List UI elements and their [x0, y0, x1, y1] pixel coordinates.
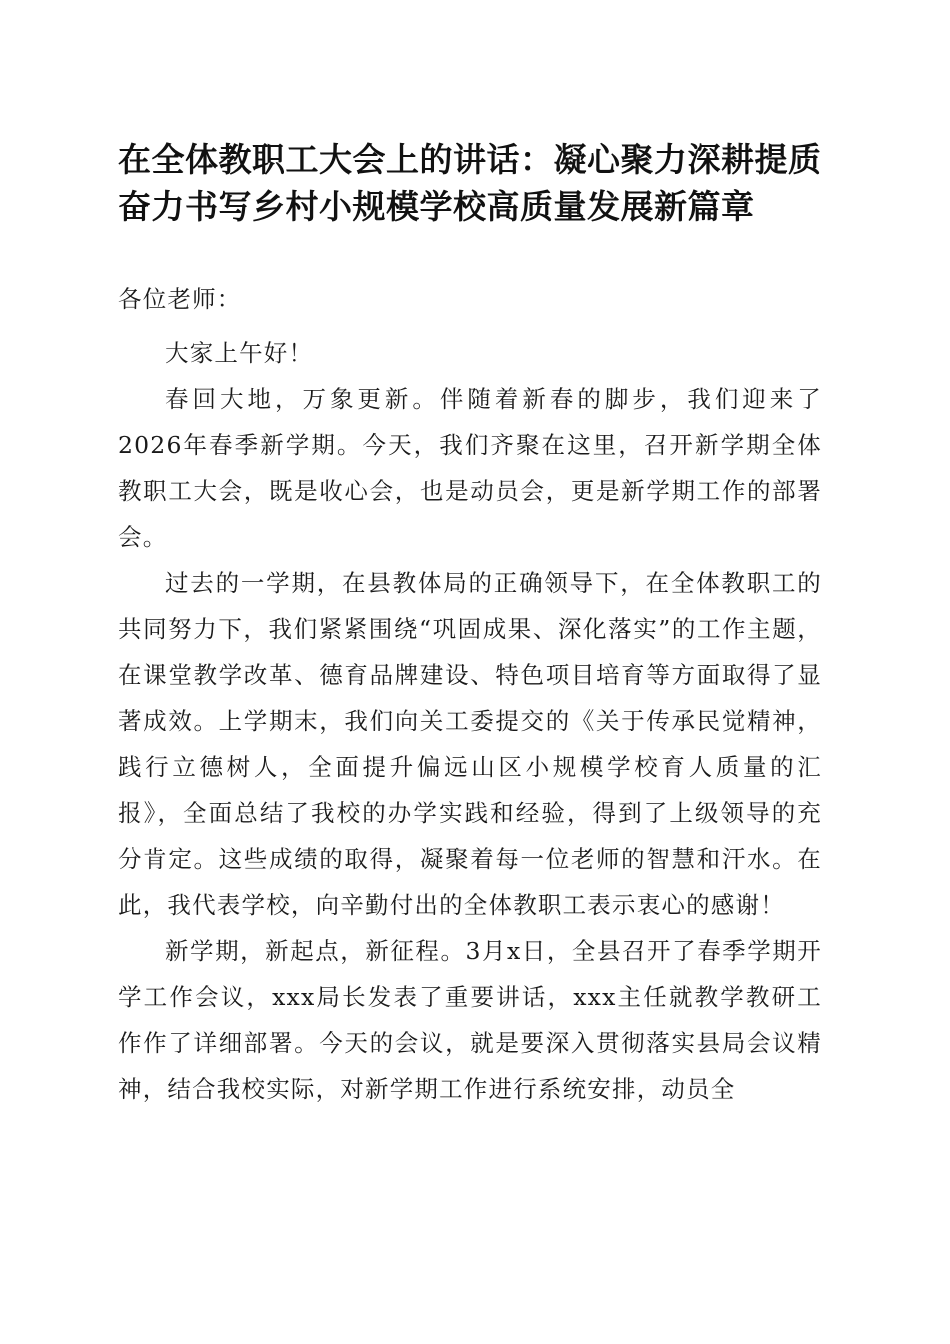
paragraph-new-semester: 春回大地，万象更新。伴随着新春的脚步，我们迎来了2026年春季新学期。今天，我们齐聚在这里，召开新学期全体教职工大会，既是收心会，也是动员会，更是新学期工作的部署会。: [118, 385, 822, 551]
document-body: [118, 276, 822, 1112]
paragraph-greeting: 大家上午好！: [165, 339, 314, 367]
paragraph-past-semester: 过去的一学期，在县教体局的正确领导下，在全体教职工的共同努力下，我们紧紧围绕“巩固成果、深化落实”的工作主题，在课堂教学改革、德育品牌建设、特色项目培育等方面取得了显著成效。上学期末，我们向关工委提交的《关于传承民觉精神，践行立德树人，全面提升偏远山区小规模学校育人质量的汇报》，全面总结了我校的办学实践和经验，得到了上级领导的充分肯定。这些成绩的取得，凝聚着每一位老师的智慧和汗水。在此，我代表学校，向辛勤付出的全体教职工表示衷心的感谢！: [118, 569, 822, 919]
document-title: 在全体教职工大会上的讲话：凝心聚力深耕提质奋力书写乡村小规模学校高质量发展新篇章: [118, 140, 822, 226]
salutation: 各位老师：: [118, 285, 242, 313]
paragraph-new-start: 新学期，新起点，新征程。3月x日，全县召开了春季学期开学工作会议，xxx局长发表了重要讲话，xxx主任就教学教研工作作了详细部署。今天的会议，就是要深入贯彻落实县局会议精神，结合我校实际，对新学期工作进行系统安排，动员全: [118, 937, 822, 1103]
